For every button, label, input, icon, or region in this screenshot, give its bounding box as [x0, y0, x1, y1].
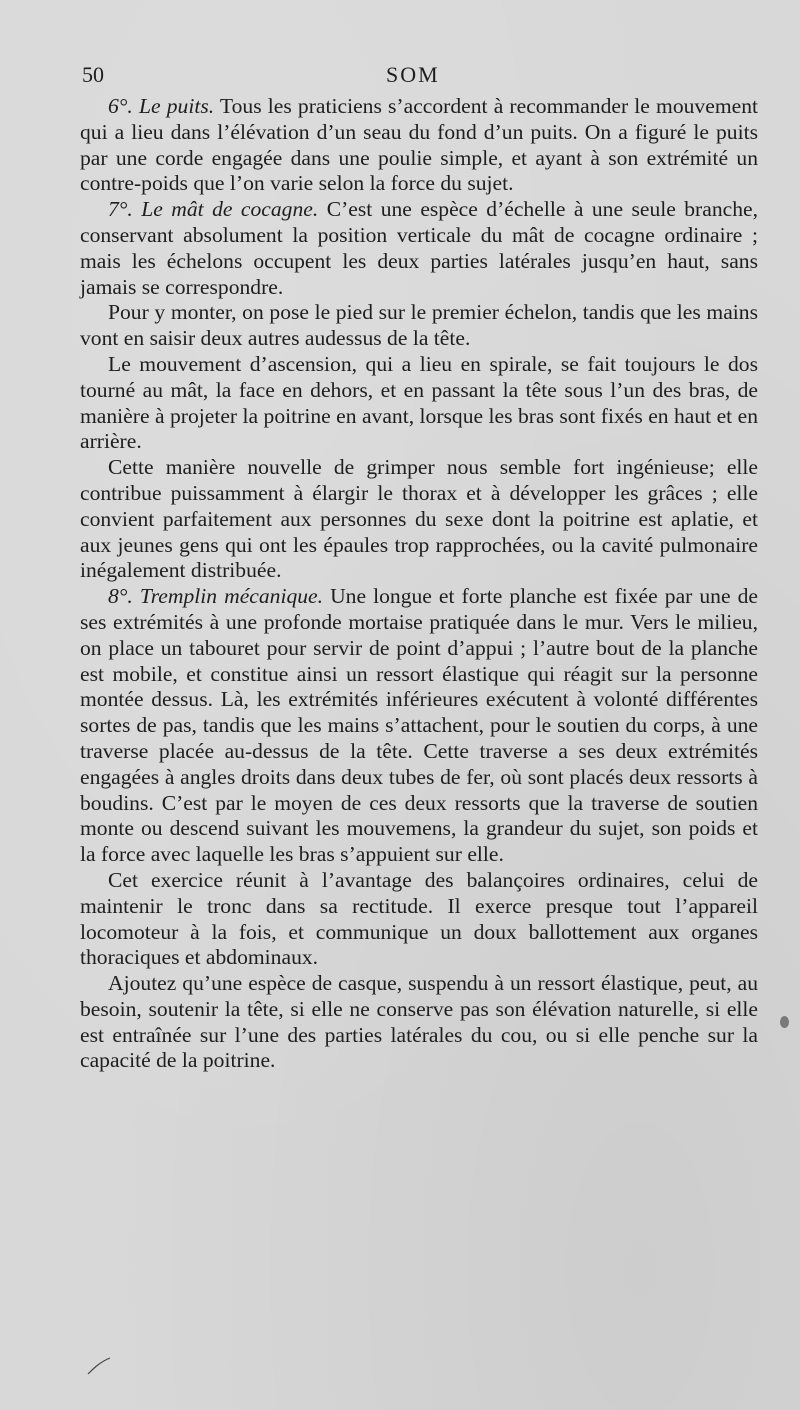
paragraph-text: Cet exercice réunit à l’avantage des balançoires ordinaires, celui de maintenir le tronc dans sa rectitude. Il exerce presque tout l’appareil locomoteur à la fois, et communique un doux ballottement aux organes thoraciques et abdominaux.: [80, 867, 758, 970]
section-heading: 7°. Le mât de cocagne.: [108, 197, 319, 222]
paragraph: [80, 455, 758, 584]
paragraph: [80, 352, 758, 455]
paragraph-text: Tous les praticiens s’accordent à recommander le mouvement qui a lieu dans l’élévation d’un seau du fond d’un puits. On a figuré le puits par une corde engagée dans une poulie simple, et ayant à son extrémité un contre-poids que l’on varie selon la force du sujet.: [80, 94, 758, 196]
paragraph: [80, 94, 758, 197]
page-header: [82, 62, 762, 92]
ink-spot: [780, 1016, 789, 1028]
body-text: [80, 94, 758, 1074]
paragraph: [80, 971, 758, 1074]
paragraph-text: Cette manière nouvelle de grimper nous semble fort ingénieuse; elle contribue puissamment à élargir le thorax et à développer les grâces ; elle convient parfaitement aux personnes du sexe dont la poitrine est aplatie, et aux jeunes gens qui ont les épaules trop rapprochées, ou la cavité pulmonaire inégalement distribuée.: [80, 455, 758, 583]
paragraph-text: C’est une espèce d’échelle à une seule branche, conservant absolument la position verticale du mât de cocagne ordinaire ; mais les échelons occupent les deux parties latérales jusqu’en haut, sans jamais se correspondre.: [80, 197, 758, 299]
pencil-mark: [86, 1356, 112, 1376]
paragraph: [80, 300, 758, 352]
section-heading: 8°. Tremplin mécanique.: [108, 584, 324, 609]
running-head: SOM: [386, 62, 440, 87]
paragraph-text: Le mouvement d’ascension, qui a lieu en spirale, se fait toujours le dos tourné au mât, la face en dehors, et en passant la tête sous l’un des bras, de manière à projeter la poitrine en avant, lorsque les bras sont fixés en haut et en arrière.: [80, 351, 758, 454]
page-number: 50: [82, 62, 104, 87]
paragraph-text: Ajoutez qu’une espèce de casque, suspendu à un ressort élastique, peut, au besoin, soutenir la tête, si elle ne conserve pas son élévation naturelle, si elle est entraînée sur l’une des parties latérales du cou, ou si elle penche sur la capacité de la poitrine.: [80, 971, 758, 1073]
paragraph: [80, 584, 758, 868]
section-heading: 6°. Le puits.: [108, 94, 215, 118]
paragraph: [80, 197, 758, 300]
paragraph-text: Pour y monter, on pose le pied sur le premier échelon, tandis que les mains vont en saisir deux autres audessus de la tête.: [80, 300, 758, 351]
paragraph: [80, 868, 758, 971]
paragraph-text: Une longue et forte planche est fixée par une de ses extrémités à une profonde mortaise pratiquée dans le mur. Vers le milieu, on place un tabouret pour servir de point d’appui ; l’autre bout de la planche est mobile, et constitue ainsi un ressort élastique qui réagit sur la personne montée dessus. Là, les extrémités inférieures exécutent à volonté différentes sortes de pas, tandis que les mains s’attachent, pour le soutien du corps, à une traverse placée au-dessus de la tête. Cette traverse a ses deux extrémités engagées à angles droits dans deux tubes de fer, où sont placés deux ressorts à boudins. C’est par le moyen de ces deux ressorts que la traverse de soutien monte ou descend suivant les mouvemens, la grandeur du sujet, son poids et la force avec laquelle les bras s’appuient sur elle.: [80, 584, 758, 867]
